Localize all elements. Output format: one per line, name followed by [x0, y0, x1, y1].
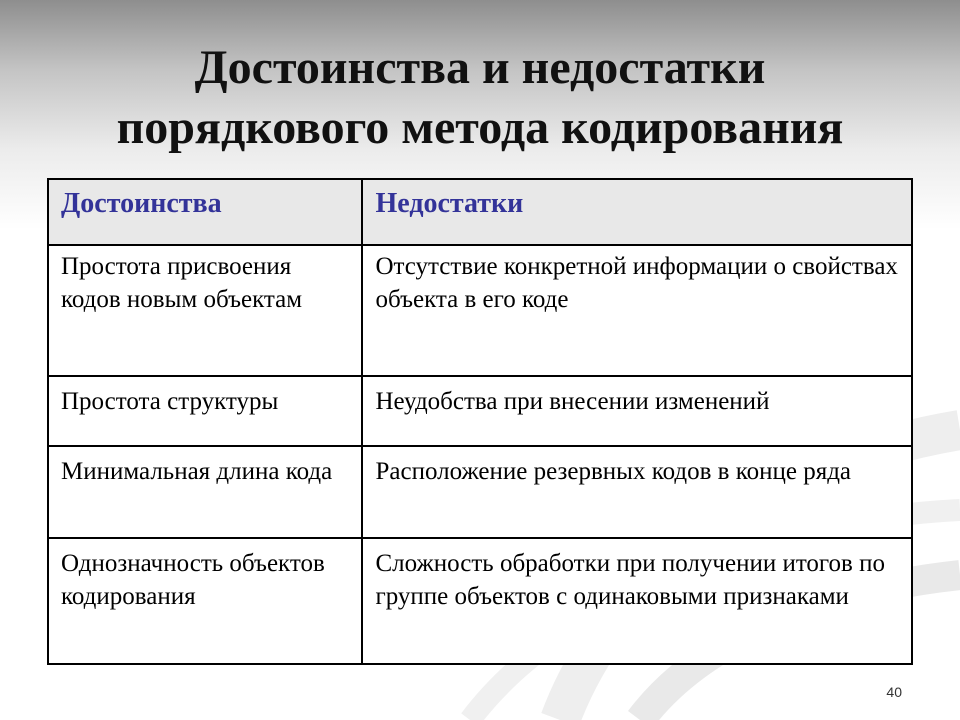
disadvantage-cell: Неудобства при внесении изменений [362, 376, 912, 446]
advantage-cell: Однозначность объектов кодирования [48, 538, 362, 664]
slide-title-line-1: Достоинства и недостатки [194, 41, 766, 94]
advantage-cell: Простота структуры [48, 376, 362, 446]
disadvantage-cell: Расположение резервных кодов в конце ряда [362, 446, 912, 538]
disadvantage-cell: Отсутствие конкретной информации о свойствах объекта в его коде [362, 245, 912, 376]
header-disadvantages: Недостатки [362, 179, 912, 245]
table-row [48, 446, 912, 538]
advantage-cell: Минимальная длина кода [48, 446, 362, 538]
table-row [48, 376, 912, 446]
header-advantages: Достоинства [48, 179, 362, 245]
table-row [48, 245, 912, 376]
table-header-row [48, 179, 912, 245]
advantage-cell: Простота присвоения кодов новым объектам [48, 245, 362, 376]
slide-title-line-2: порядкового метода кодирования [116, 101, 844, 154]
table-row [48, 538, 912, 664]
slide-title [0, 38, 960, 158]
disadvantage-cell: Сложность обработки при получении итогов по группе объектов с одинаковыми признаками [362, 538, 912, 664]
page-number: 40 [886, 684, 902, 700]
comparison-table [47, 178, 913, 665]
